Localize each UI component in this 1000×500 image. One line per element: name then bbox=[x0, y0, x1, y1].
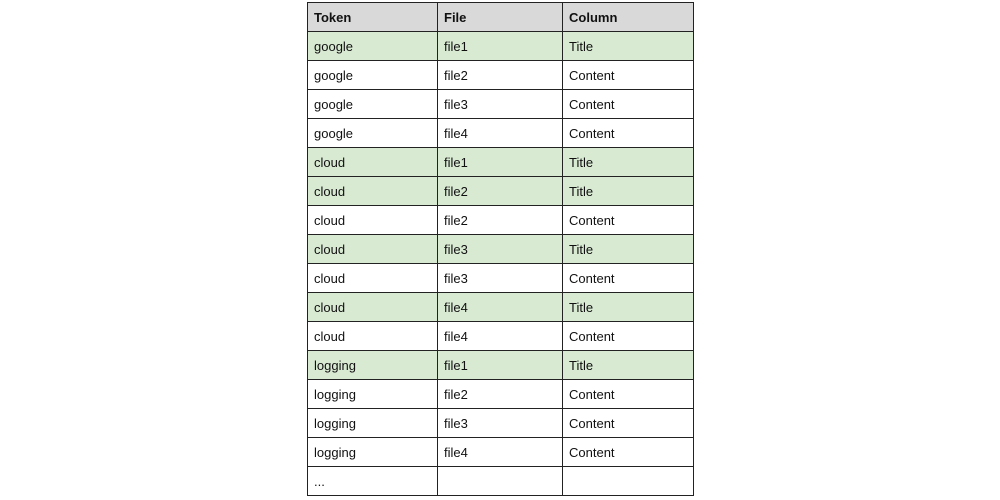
column-cell: Title bbox=[563, 177, 694, 206]
column-cell: Content bbox=[563, 61, 694, 90]
table-row-highlighted bbox=[308, 235, 694, 264]
file-cell: file4 bbox=[438, 322, 563, 351]
token-cell: cloud bbox=[308, 293, 438, 322]
table-row-highlighted bbox=[308, 32, 694, 61]
table-row-highlighted bbox=[308, 351, 694, 380]
table-body bbox=[308, 32, 694, 496]
token-cell: ... bbox=[308, 467, 438, 496]
column-cell: Content bbox=[563, 206, 694, 235]
file-cell: file2 bbox=[438, 206, 563, 235]
file-cell: file3 bbox=[438, 235, 563, 264]
token-cell: cloud bbox=[308, 322, 438, 351]
token-cell: cloud bbox=[308, 235, 438, 264]
token-cell: google bbox=[308, 90, 438, 119]
file-cell: file4 bbox=[438, 293, 563, 322]
token-cell: cloud bbox=[308, 148, 438, 177]
table-row bbox=[308, 409, 694, 438]
column-cell: Title bbox=[563, 351, 694, 380]
column-cell: Content bbox=[563, 90, 694, 119]
token-cell: logging bbox=[308, 409, 438, 438]
file-cell: file3 bbox=[438, 409, 563, 438]
file-cell: file2 bbox=[438, 61, 563, 90]
column-cell: Title bbox=[563, 148, 694, 177]
file-cell: file1 bbox=[438, 32, 563, 61]
token-cell: logging bbox=[308, 380, 438, 409]
table-row-highlighted bbox=[308, 177, 694, 206]
file-cell: file4 bbox=[438, 119, 563, 148]
token-cell: logging bbox=[308, 351, 438, 380]
column-cell: Content bbox=[563, 409, 694, 438]
file-cell: file1 bbox=[438, 148, 563, 177]
table-row bbox=[308, 264, 694, 293]
table-row-highlighted bbox=[308, 293, 694, 322]
file-cell bbox=[438, 467, 563, 496]
column-cell: Content bbox=[563, 380, 694, 409]
header-column: Column bbox=[563, 3, 694, 32]
header-token: Token bbox=[308, 3, 438, 32]
column-cell: Title bbox=[563, 293, 694, 322]
table-row bbox=[308, 467, 694, 496]
file-cell: file3 bbox=[438, 264, 563, 293]
table-row bbox=[308, 438, 694, 467]
token-cell: cloud bbox=[308, 206, 438, 235]
column-cell bbox=[563, 467, 694, 496]
column-cell: Content bbox=[563, 322, 694, 351]
token-cell: google bbox=[308, 119, 438, 148]
file-cell: file4 bbox=[438, 438, 563, 467]
column-cell: Content bbox=[563, 119, 694, 148]
column-cell: Title bbox=[563, 32, 694, 61]
column-cell: Content bbox=[563, 438, 694, 467]
table-row bbox=[308, 61, 694, 90]
column-cell: Content bbox=[563, 264, 694, 293]
table-row bbox=[308, 322, 694, 351]
token-index-table bbox=[307, 2, 694, 496]
token-cell: cloud bbox=[308, 264, 438, 293]
table-row bbox=[308, 380, 694, 409]
header-file: File bbox=[438, 3, 563, 32]
file-cell: file1 bbox=[438, 351, 563, 380]
table-row bbox=[308, 90, 694, 119]
table-header-row bbox=[308, 3, 694, 32]
token-cell: google bbox=[308, 32, 438, 61]
file-cell: file2 bbox=[438, 380, 563, 409]
token-cell: google bbox=[308, 61, 438, 90]
table-row bbox=[308, 119, 694, 148]
column-cell: Title bbox=[563, 235, 694, 264]
file-cell: file2 bbox=[438, 177, 563, 206]
table-row bbox=[308, 206, 694, 235]
table-row-highlighted bbox=[308, 148, 694, 177]
token-cell: cloud bbox=[308, 177, 438, 206]
token-cell: logging bbox=[308, 438, 438, 467]
file-cell: file3 bbox=[438, 90, 563, 119]
